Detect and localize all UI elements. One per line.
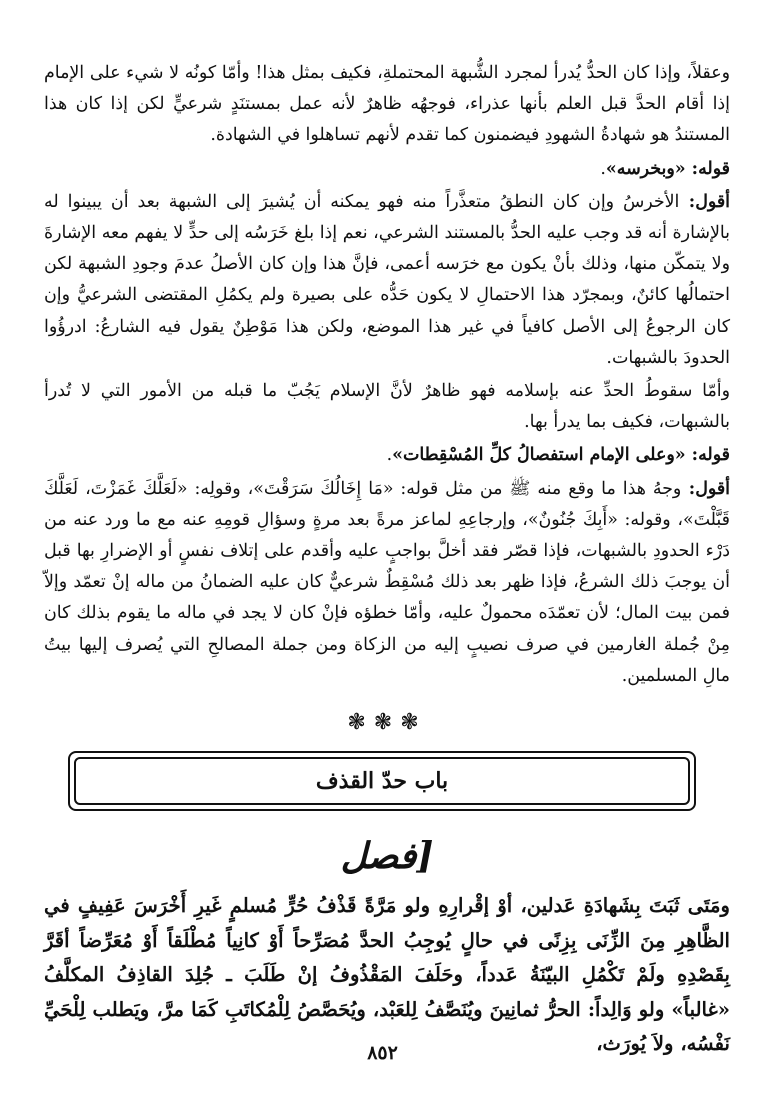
paragraph-quote: «وبخرسه» <box>605 158 686 179</box>
paragraph-text: وأمّا سقوطُ الحدِّ عنه بإسلامه فهو ظاهرٌ لأنَّ الإسلام يَجُبّ ما قبله من الأمور التي لا تُدرأ بالشبهات، فكيف بما يدرأ بها. <box>44 381 730 433</box>
paragraph-6 <box>44 474 730 692</box>
paragraph-2 <box>44 154 730 185</box>
paragraph-1 <box>44 58 730 152</box>
paragraph-quote: «وعلى الإمام استفصالُ كلِّ المُسْقِطات» <box>392 445 686 466</box>
paragraph-text: وعقلاً، وإذا كان الحدُّ يُدرأ لمجرد الشُّبهة المحتملةِ، فكيف بمثل هذا! وأمّا كونُه لا شيء على الإمام إذا أقام الحدَّ قبل العلم بأنها عذراء، فوجهُه ظاهرٌ لأنه عمل بمستنَدٍ شرعيٍّ لكن إذا كان هذا المستندُ هو شهادةُ الشهودِ فيضمنون كما تقدم لأنهم تساهلوا في الشهادة. <box>44 63 730 146</box>
page-number: ٨٥٢ <box>367 1042 398 1064</box>
paragraph-text: . <box>386 445 393 466</box>
matn-text: ومَتَى ثَبَتَ بِشَهادَةِ عَدلين، أوْ إقْرارِهِ ولو مَرَّةً قَذْفُ حُرٍّ مُسلمٍ غَيرِ أَخْرَسَ عَفِيفٍ في الظَّاهِرِ مِنَ الزِّنَى بِزِنًى في حالٍ يُوجِبُ الحدَّ مُصَرِّحاً أَوْ كانِياً مُطْلَقاً أَوْ مُعَرِّضاً أقَرَّ بِقَصْدِهِ ولَمْ تَكْمُلِ البيّنَةُ عَدداً، وحَلَفَ المَقْذُوفُ إنْ طَلَبَ ـ جُلِدَ القاذِفُ المكلَّفُ «غالباً» ولو وَالِداً: الحرُّ ثمانِينَ ويُنَصَّفُ لِلعَبْد، ويُحَصَّصُ لِلْمُكاتَبِ كَمَا مرَّ، ويَطلب لِلْحَيِّ نَفْسُه، ولاَ يُورَث، <box>44 894 730 1056</box>
paragraph-text: وجهُ هذا ما وقع منه ﷺ من مثل قوله: «مَا إِخَالُكَ سَرَقْتَ»، وقولِه: «لَعَلَّكَ غَمَزْتَ، لَعَلَّكَ قَبَّلْتَ»، وقوله: «أَبِكَ جُنُونٌ»، وإرجاعِهِ لماعز مرةً بعد مرةٍ وسؤالِ قومِهِ عنه مع ما ورد عنه من دَرْء الحدودِ بالشبهات، فإذا قصّر فقد أخلَّ بواجبٍ عليه وأقدم على إتلاف نفسٍ أو الإضرارِ بها قبل أن يوجبَ ذلك الشرعُ، فإذا ظهر بعد ذلك مُسْقِطٌ شرعيٌّ كان عليه الضمانُ من ماله إنْ تعمّد وإلاّ فمن بيت المال؛ لأن تعمّدَه محمولٌ عليه، وأمّا خطؤه فإنْ كان لا يجد في ماله ما يقوم بذلك كان مِنْ جُملة الغارمين في صرف نصيبٍ إليه من الزكاة ومن جملة المصالحِ التي يُصرف إليها بيتُ مالِ المسلمين. <box>44 478 730 686</box>
paragraph-lead: أقول: <box>679 191 730 212</box>
paragraph-text: الأخرسُ وإن كان النطقُ متعذَّراً منه فهو يمكنه أن يُشيرَ إلى الشبهة بعد أن يبينوا له بالإشارة أنه قد وجب عليه الحدُّ بالمستند الشرعي، نعم إذا بلغ خَرَسُه إلى حدٍّ لا يفهم معه الإشارةَ ولا يتمكّن منها، وذلك بأنْ يكون مع خرَسه أعمى، فإنَّ هذا وإن كان الأصلُ عدمَ وجودِ الشبهة لكن احتمالُها كائنٌ، وبمجرّد هذا الاحتمالِ لا يكون حَدُّه على بصيرة ولم يكمُلِ المقتضى الشرعيُّ وإن كان الرجوعُ إلى الأصل كافياً في غير هذا الموضع، ولكن هذا مَوْطِنٌ يقول فيه الشارعُ: ادرؤُوا الحدودَ بالشبهات. <box>44 191 730 368</box>
paragraph-lead: قوله: <box>685 158 730 179</box>
chapter-title-frame <box>68 751 696 811</box>
paragraph-lead: قوله: <box>685 445 730 466</box>
paragraph-text: . <box>600 158 606 179</box>
section-heading-wrap <box>44 835 730 877</box>
paragraph-5 <box>44 440 730 471</box>
chapter-title: باب حدّ القذف <box>74 757 690 805</box>
section-heading: [فصل <box>340 835 434 878</box>
paragraph-4 <box>44 376 730 438</box>
page-body <box>44 58 730 1062</box>
paragraph-3 <box>44 187 730 374</box>
section-separator: ❃❃❃ <box>347 710 427 736</box>
paragraph-lead: أقول: <box>681 478 730 499</box>
